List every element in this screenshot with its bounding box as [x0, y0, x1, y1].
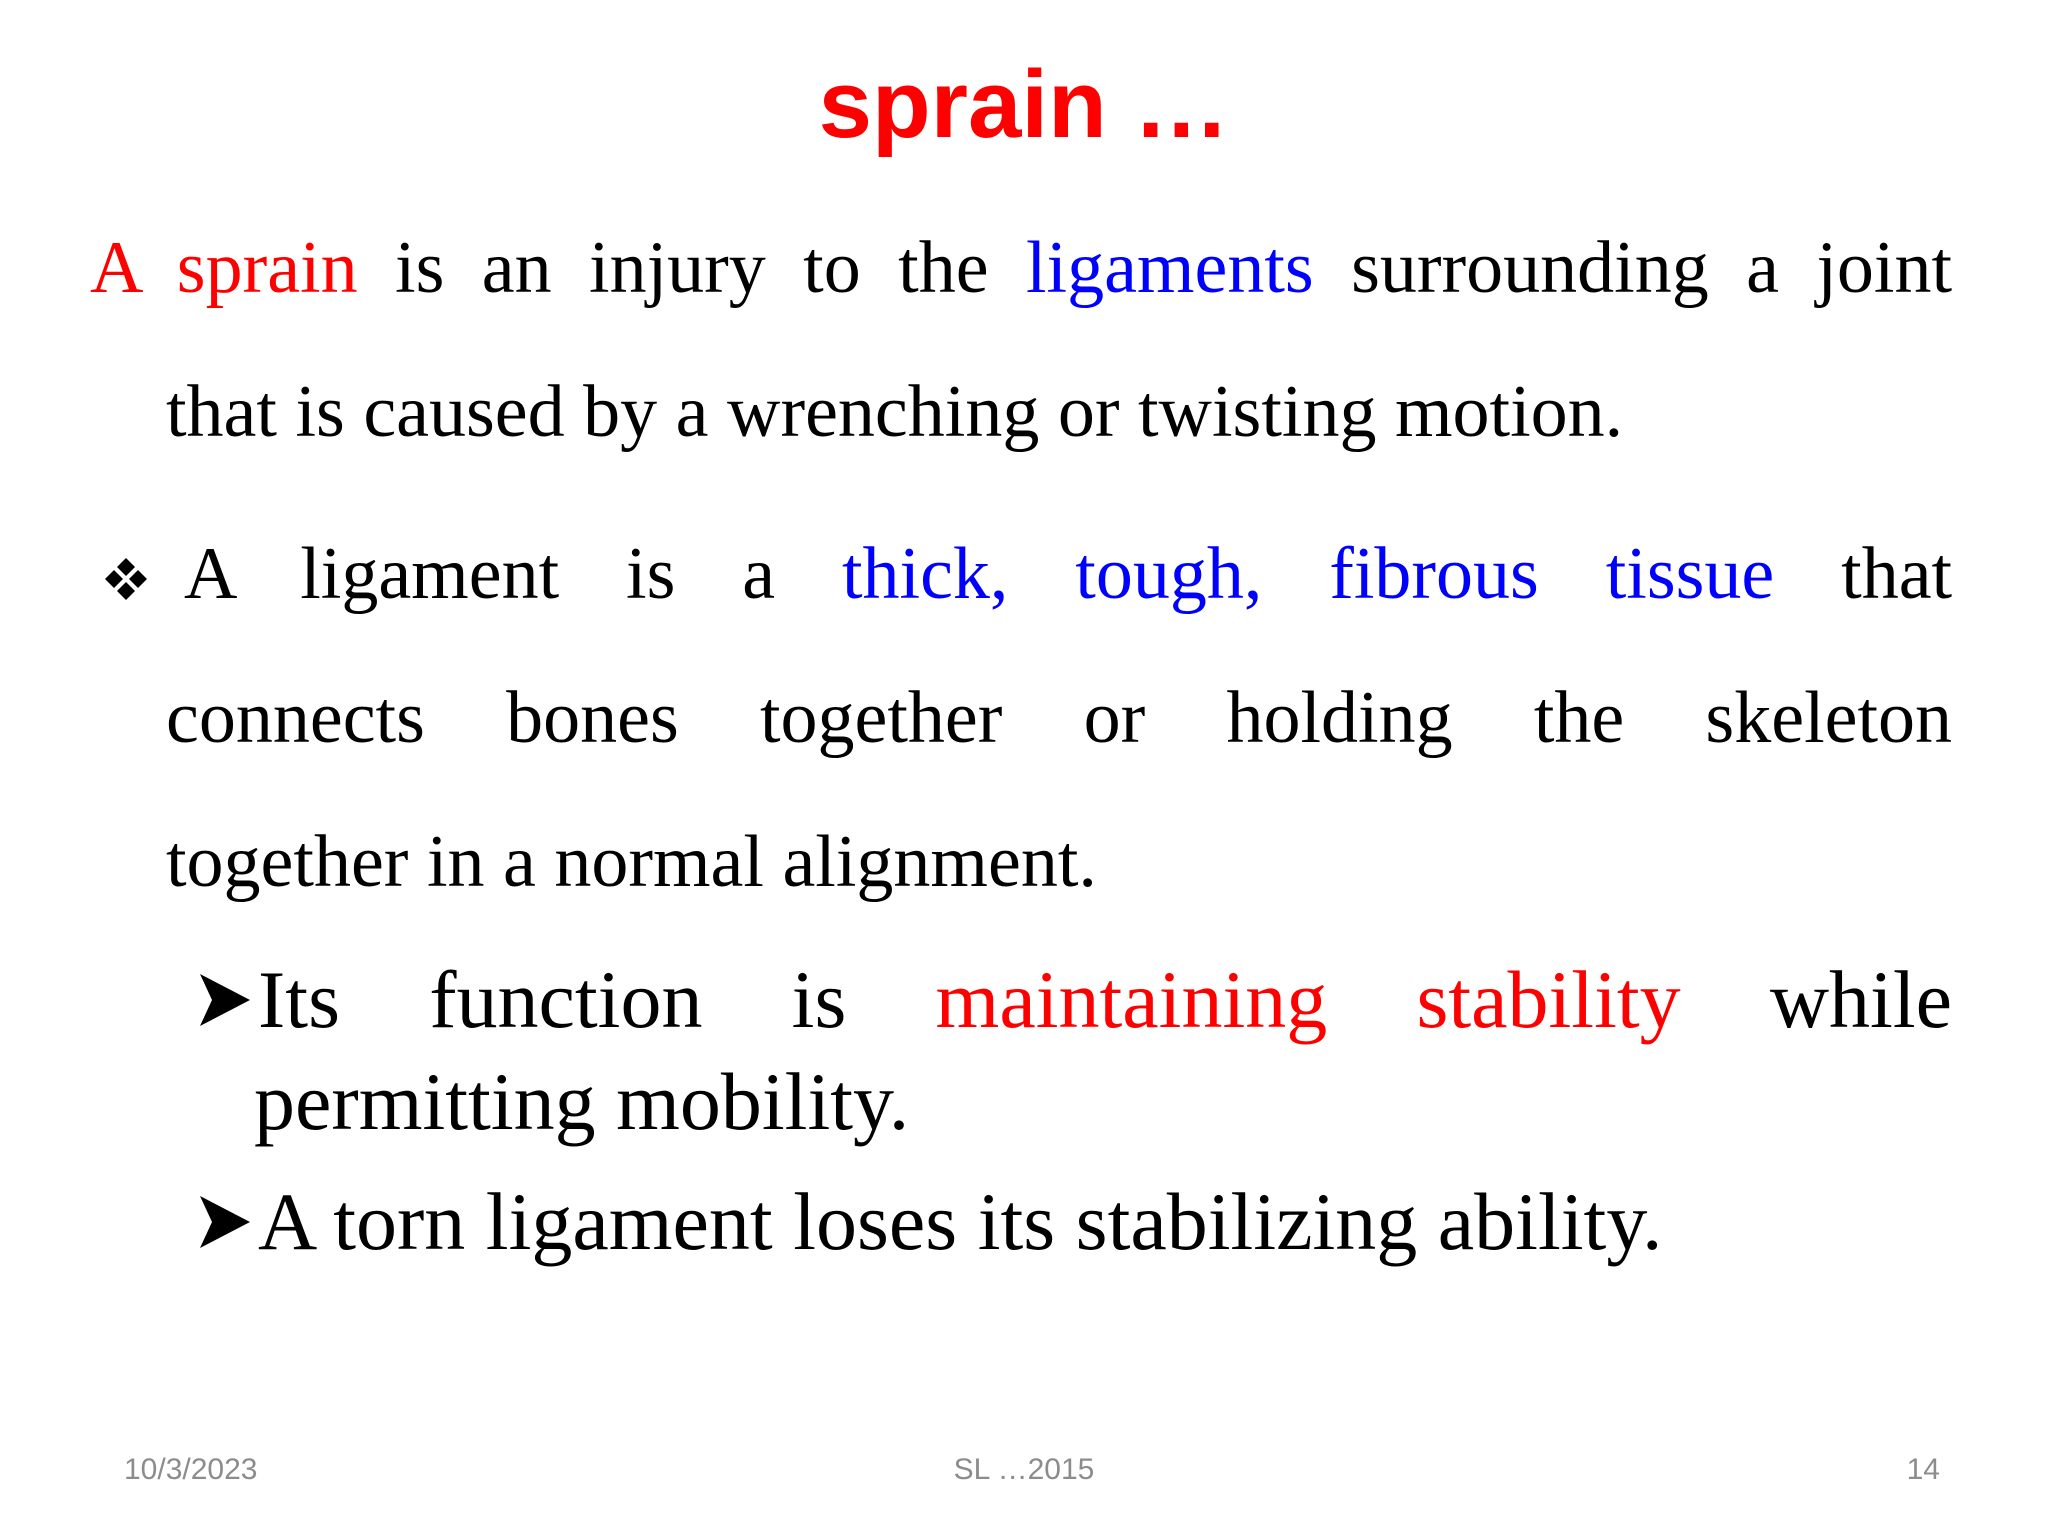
torn-ligament-point: A torn ligament loses its stabilizing ability. [258, 1176, 1663, 1267]
term-stability: stability [1416, 954, 1681, 1045]
function-word: while [1769, 954, 1953, 1045]
term-sprain: sprain [176, 227, 358, 309]
ligament-word: a [742, 533, 776, 615]
term-a: A [90, 227, 140, 309]
ligament-word: the [1533, 677, 1625, 759]
ligament-word: is [626, 533, 676, 615]
term-ligaments: ligaments [1025, 227, 1314, 309]
slide-title: sprain … [818, 51, 1230, 158]
ligament-line-3: together in a normal alignment. [166, 821, 1097, 903]
footer-date: 10/3/2023 [124, 1453, 258, 1486]
definition-line-1 [90, 218, 1952, 318]
ligament-word: that [1841, 533, 1953, 615]
function-line-1 [258, 950, 1952, 1050]
function-line-2: permitting mobility. [254, 1056, 910, 1147]
function-word: is [791, 954, 847, 1045]
arrow-bullet-icon [198, 1192, 252, 1252]
ligament-line-1 [184, 524, 1952, 624]
ligament-word: or [1083, 677, 1146, 759]
ligament-word: A [184, 533, 234, 615]
term-thick: thick, [841, 533, 1009, 615]
ligament-word: holding [1226, 677, 1453, 759]
term-fibrous: fibrous [1329, 533, 1539, 615]
definition-text-1: is an injury to the [395, 227, 989, 309]
ligament-word: bones [506, 677, 679, 759]
footer-center-text: SL …2015 [953, 1453, 1095, 1486]
term-maintaining: maintaining [935, 954, 1328, 1045]
four-diamond-bullet-icon [96, 536, 156, 616]
definition-text-2: surrounding a joint [1351, 227, 1953, 309]
footer-page-number: 14 [1906, 1453, 1940, 1486]
ligament-word: skeleton [1705, 677, 1953, 759]
arrow-bullet-icon [198, 970, 252, 1030]
function-word: function [429, 954, 703, 1045]
ligament-word: together [759, 677, 1003, 759]
function-word: Its [258, 954, 340, 1045]
ligament-word: connects [166, 677, 425, 759]
ligament-line-2 [166, 668, 1952, 768]
definition-line-2: that is caused by a wrenching or twisting motion. [166, 371, 1624, 453]
ligament-word: ligament [300, 533, 560, 615]
term-tough: tough, [1075, 533, 1263, 615]
term-tissue: tissue [1605, 533, 1775, 615]
